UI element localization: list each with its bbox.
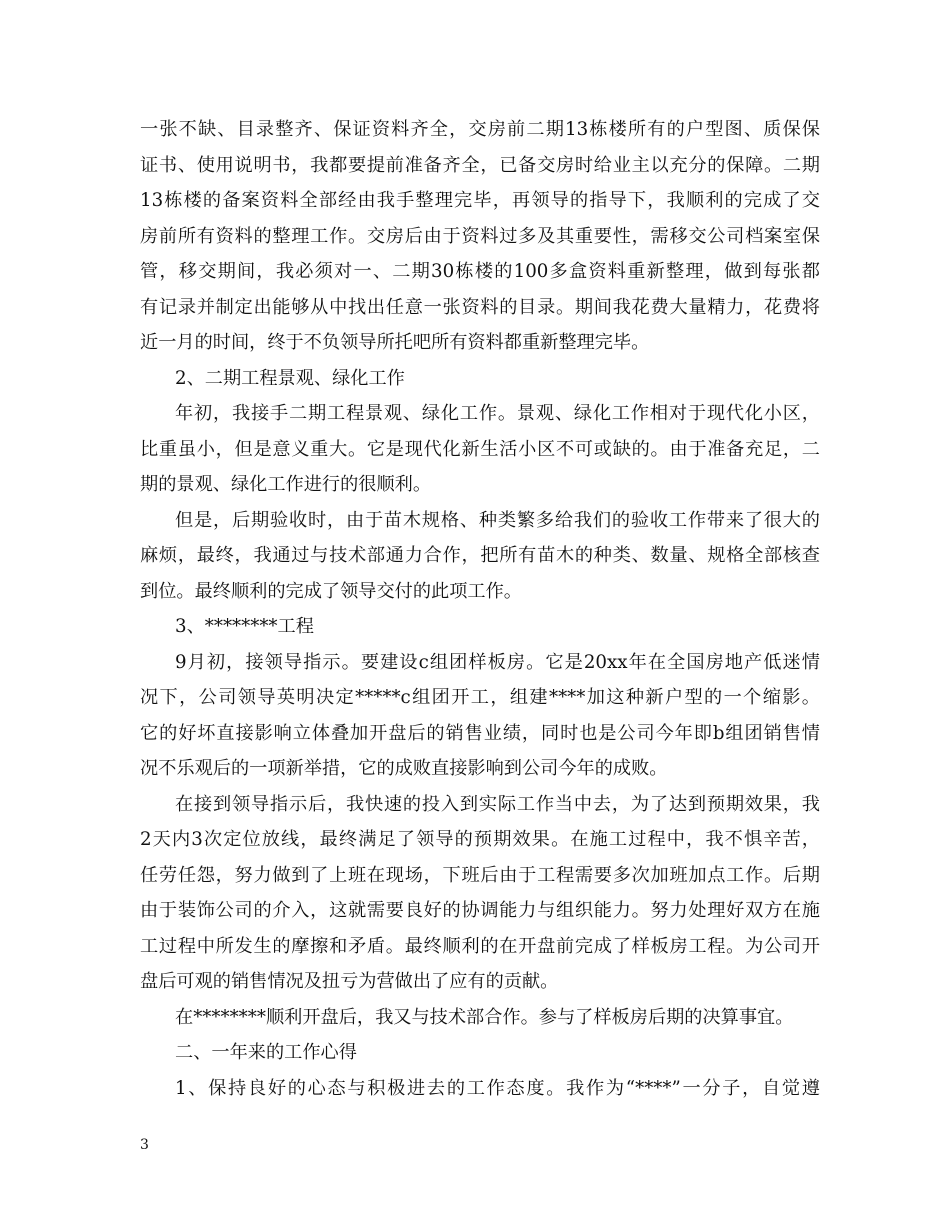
- text-line: 况下，公司领导英明决定*****c组团开工，组建****加这种新户型的一个缩影。: [140, 687, 820, 708]
- text-line: 麻烦，最终，我通过与技术部通力合作，把所有苗木的种类、数量、规格全部核查: [140, 545, 820, 566]
- text-line: 况不乐观后的一项新举措，它的成败直接影响到公司今年的成败。: [140, 758, 668, 779]
- text-line: 管，移交期间，我必须对一、二期30栋楼的100多盒资料重新整理，做到每张都: [140, 261, 820, 282]
- text-line: 2天内3次定位放线，最终满足了领导的预期效果。在施工过程中，我不惧辛苦，: [140, 829, 820, 850]
- text-line: 盘后可观的销售情况及扭亏为营做出了应有的贡献。: [140, 971, 559, 992]
- page-number: 3: [140, 1137, 149, 1153]
- text-line: 13栋楼的备案资料全部经由我手整理完毕，再领导的指导下，我顺利的完成了交: [140, 190, 820, 211]
- text-line: 1、保持良好的心态与积极进去的工作态度。我作为“****”一分子，自觉遵: [175, 1077, 820, 1099]
- text-line: 在********顺利开盘后，我又与技术部合作。参与了样板房后期的决算事宜。: [175, 1006, 794, 1028]
- text-line: 任劳任怨，努力做到了上班在现场，下班后由于工程需要多次加班加点工作。后期: [140, 864, 820, 886]
- text-line: 二、一年来的工作心得: [175, 1042, 357, 1063]
- text-line: 期的景观、绿化工作进行的很顺利。: [140, 474, 432, 495]
- text-line: 到位。最终顺利的完成了领导交付的此项工作。: [140, 580, 522, 602]
- text-line: 9月初，接领导指示。要建设c组团样板房。它是20xx年在全国房地产低迷情: [175, 651, 820, 673]
- body-text: [140, 112, 820, 1106]
- text-line: 年初，我接手二期工程景观、绿化工作。景观、绿化工作相对于现代化小区，: [175, 403, 820, 424]
- text-line: 在接到领导指示后，我快速的投入到实际工作当中去，为了达到预期效果，我: [175, 793, 820, 815]
- text-line: 一张不缺、目录整齐、保证资料齐全，交房前二期13栋楼所有的户型图、质保保: [140, 119, 820, 140]
- text-line: 房前所有资料的整理工作。交房后由于资料过多及其重要性，需移交公司档案室保: [140, 225, 820, 247]
- text-line: 但是，后期验收时，由于苗木规格、种类繁多给我们的验收工作带来了很大的: [175, 509, 820, 531]
- text-line: 它的好坏直接影响立体叠加开盘后的销售业绩，同时也是公司今年即b组团销售情: [140, 722, 820, 744]
- text-line: 3、********工程: [175, 616, 314, 637]
- text-line: 证书、使用说明书，我都要提前准备齐全，已备交房时给业主以充分的保障。二期: [140, 154, 820, 176]
- text-line: 近一月的时间，终于不负领导所托吧所有资料都重新整理完毕。: [140, 332, 650, 353]
- text-line: 有记录并制定出能够从中找出任意一张资料的目录。期间我花费大量精力，花费将: [140, 296, 820, 318]
- text-line: 比重虽小，但是意义重大。它是现代化新生活小区不可或缺的。由于准备充足，二: [140, 438, 820, 460]
- text-line: 由于装饰公司的介入，这就需要良好的协调能力与组织能力。努力处理好双方在施: [140, 900, 820, 921]
- text-line: 工过程中所发生的摩擦和矛盾。最终顺利的在开盘前完成了样板房工程。为公司开: [140, 935, 820, 957]
- text-line: 2、二期工程景观、绿化工作: [175, 367, 405, 389]
